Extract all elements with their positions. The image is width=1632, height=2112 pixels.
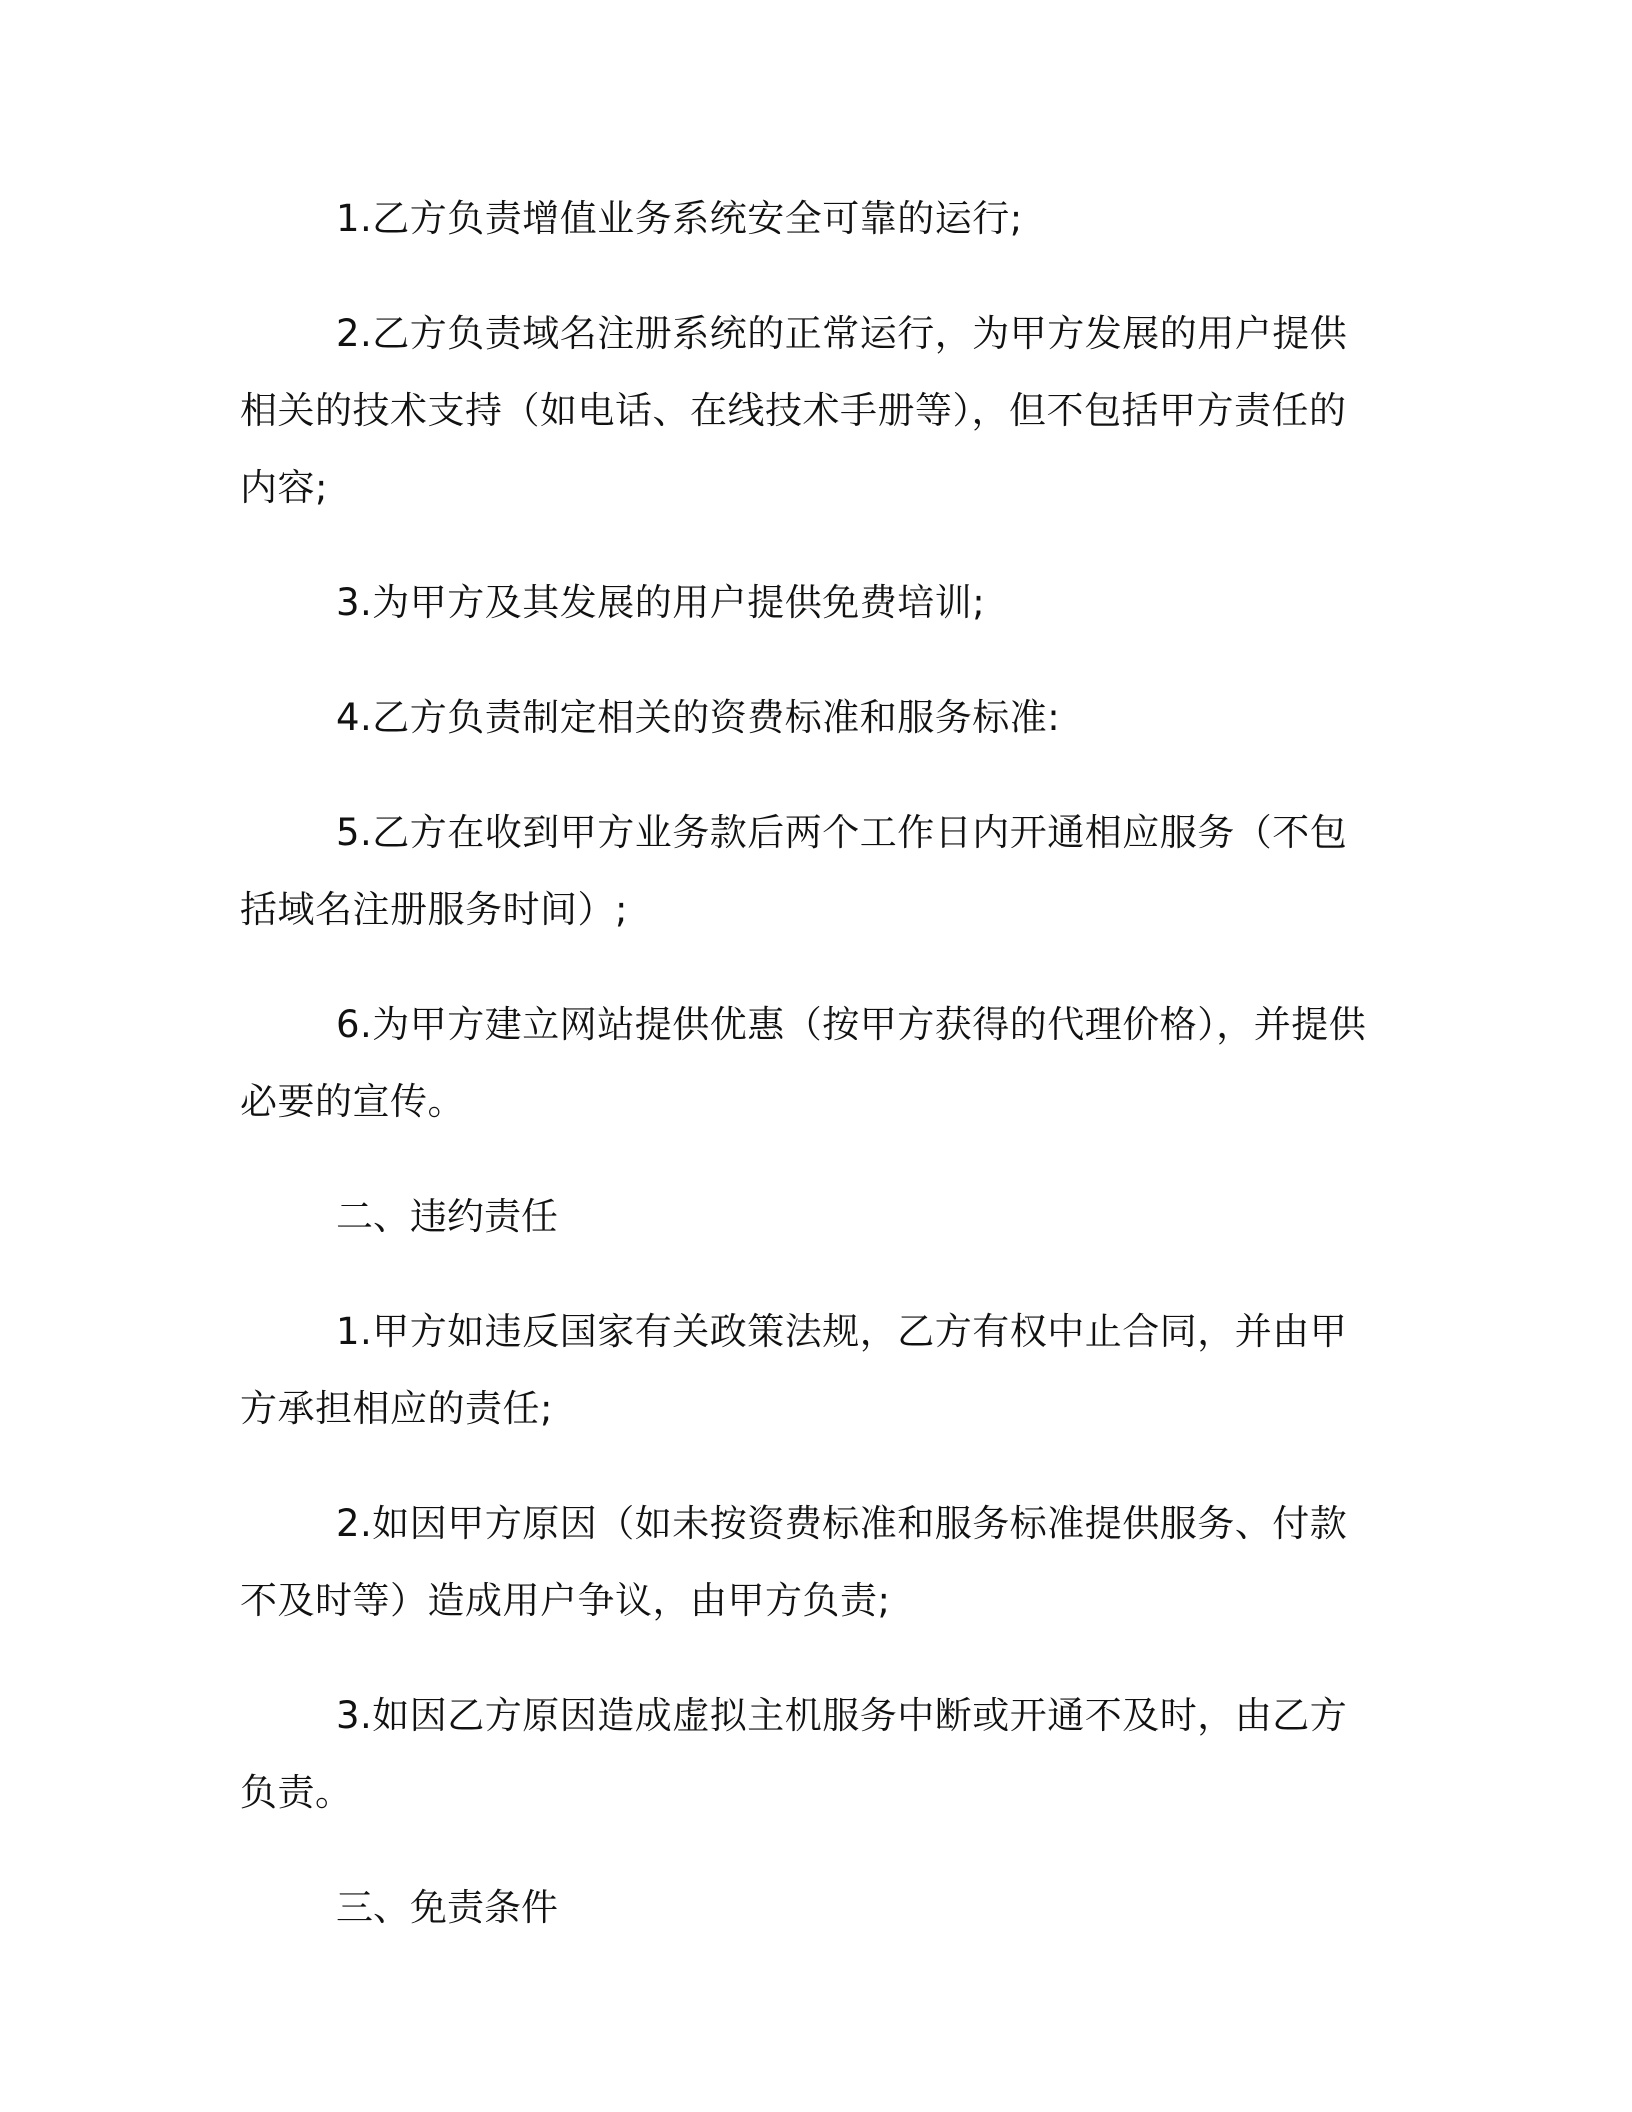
clause-paragraph: 2.如因甲方原因（如未按资费标准和服务标准提供服务、付款不及时等）造成用户争议，由甲方负责; bbox=[240, 1502, 1348, 1622]
clause-paragraph: 3.如因乙方原因造成虚拟主机服务中断或开通不及时，由乙方负责。 bbox=[240, 1694, 1348, 1814]
section-heading-exemption: 三、免责条件 bbox=[336, 1886, 558, 1929]
document-body bbox=[240, 180, 1370, 1984]
clause-paragraph: 2.乙方负责域名注册系统的正常运行，为甲方发展的用户提供相关的技术支持（如电话、在线技术手册等），但不包括甲方责任的内容; bbox=[240, 312, 1348, 509]
clause-paragraph: 5.乙方在收到甲方业务款后两个工作日内开通相应服务（不包括域名注册服务时间）; bbox=[240, 811, 1348, 931]
clause-paragraph: 6.为甲方建立网站提供优惠（按甲方获得的代理价格），并提供必要的宣传。 bbox=[240, 1003, 1367, 1123]
clause-paragraph: 1.乙方负责增值业务系统安全可靠的运行; bbox=[336, 197, 1023, 240]
section-heading-breach-liability: 二、违约责任 bbox=[336, 1195, 558, 1238]
clause-paragraph: 4.乙方负责制定相关的资费标准和服务标准: bbox=[336, 696, 1061, 739]
clause-paragraph: 1.甲方如违反国家有关政策法规，乙方有权中止合同，并由甲方承担相应的责任; bbox=[240, 1310, 1348, 1430]
clause-paragraph: 3.为甲方及其发展的用户提供免费培训; bbox=[336, 581, 986, 624]
